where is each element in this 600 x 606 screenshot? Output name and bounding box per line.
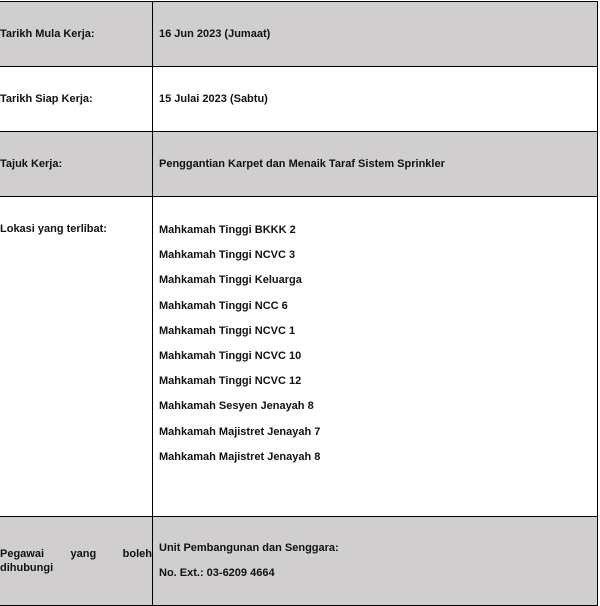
location-item: Mahkamah Tinggi NCVC 10 (159, 349, 302, 362)
location-item: Mahkamah Tinggi NCVC 3 (159, 249, 296, 262)
row-contact (0, 517, 598, 606)
contact-unit: Unit Pembangunan dan Senggara: (159, 542, 339, 554)
contact-label-line1: Pegawai yang boleh (0, 548, 152, 560)
end-date-label: Tarikh Siap Kerja: (0, 67, 153, 132)
row-locations (0, 197, 598, 517)
location-item: Mahkamah Tinggi Keluarga (159, 274, 302, 287)
locations-label: Lokasi yang terlibat: (0, 197, 153, 517)
row-end-date (0, 67, 598, 132)
location-item: Mahkamah Tinggi NCVC 12 (159, 375, 302, 388)
start-date-label: Tarikh Mula Kerja: (0, 2, 153, 67)
contact-value (153, 517, 598, 606)
start-date-value: 16 Jun 2023 (Jumaat) (153, 2, 598, 67)
location-item: Mahkamah Tinggi NCC 6 (159, 299, 288, 312)
work-title-value: Penggantian Karpet dan Menaik Taraf Sistem Sprinkler (153, 132, 598, 197)
work-notice-table (0, 1, 598, 606)
location-item: Mahkamah Tinggi BKKK 2 (159, 224, 296, 236)
contact-extension: No. Ext.: 03-6209 4664 (159, 567, 275, 579)
end-date-value: 15 Julai 2023 (Sabtu) (153, 67, 598, 132)
contact-label (0, 517, 153, 606)
location-item: Mahkamah Sesyen Jenayah 8 (159, 400, 314, 413)
contact-label-line2: dihubungi (0, 562, 54, 574)
work-title-label: Tajuk Kerja: (0, 132, 153, 197)
location-item: Mahkamah Tinggi NCVC 1 (159, 324, 296, 337)
location-item: Mahkamah Majistret Jenayah 7 (159, 425, 321, 438)
row-start-date (0, 2, 598, 67)
location-item: Mahkamah Majistret Jenayah 8 (159, 450, 321, 463)
row-work-title (0, 132, 598, 197)
locations-list (153, 197, 598, 517)
